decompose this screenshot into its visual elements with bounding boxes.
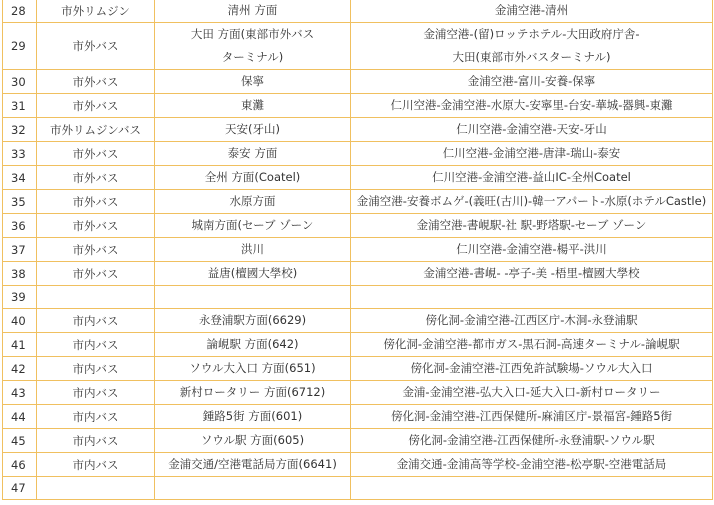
direction-line: 洪川	[241, 242, 264, 256]
row-number: 40	[3, 309, 37, 333]
bus-type: 市外バス	[37, 190, 155, 214]
direction-line: 城南方面(セーブ ゾーン	[191, 218, 314, 232]
route-line: 金浦空港-安養ボムゲ-(義旺(古川)-韓一アパート-水原(ホテルCastle)	[356, 194, 707, 208]
table-row	[3, 142, 713, 166]
bus-type: 市外リムジンバス	[37, 118, 155, 142]
direction-line: 清州 方面	[227, 3, 278, 17]
direction-line: 鍾路5街 方面(601)	[202, 409, 303, 423]
row-number: 35	[3, 190, 37, 214]
row-number: 29	[3, 23, 37, 70]
route	[351, 477, 713, 500]
direction-line: 水原方面	[229, 194, 276, 208]
direction-line: 大田 方面(東部市外バス	[190, 27, 315, 41]
bus-type: 市外バス	[37, 70, 155, 94]
route-line: 仁川空港-金浦空港-水原大-安寧里-台安-華城-器興-東灘	[390, 98, 673, 112]
row-number: 41	[3, 333, 37, 357]
route-line: 金浦空港-(留)ロッテホテル-大田政府庁舎-	[423, 27, 640, 41]
direction-line: 天安(牙山)	[225, 122, 280, 136]
route	[351, 309, 713, 333]
route-line: 金浦空港-富川-安養-保寧	[467, 74, 596, 88]
route-line: 金浦空港-清州	[494, 3, 569, 17]
bus-type: 市外バス	[37, 166, 155, 190]
route	[351, 333, 713, 357]
direction-line: ターミナル)	[221, 50, 284, 64]
table-row	[3, 70, 713, 94]
direction	[155, 381, 351, 405]
row-number: 46	[3, 453, 37, 477]
route-line: 傍化洞-金浦空港-江西免許試験場-ソウル大入口	[410, 361, 653, 375]
row-number: 44	[3, 405, 37, 429]
row-number: 36	[3, 214, 37, 238]
route-line: 傍化洞-金浦空港-江西区庁-木洞-永登浦駅	[425, 313, 638, 327]
table-row	[3, 477, 713, 500]
bus-type: 市外リムジン	[37, 0, 155, 23]
row-number: 37	[3, 238, 37, 262]
direction	[155, 262, 351, 286]
route-line: 仁川空港-金浦空港-楊平-洪川	[456, 242, 607, 256]
direction	[155, 118, 351, 142]
direction-line: 東灘	[241, 98, 264, 112]
direction	[155, 405, 351, 429]
route	[351, 429, 713, 453]
direction	[155, 333, 351, 357]
table-row	[3, 381, 713, 405]
row-number: 47	[3, 477, 37, 500]
direction-line: 泰安 方面	[227, 146, 278, 160]
bus-type: 市外バス	[37, 23, 155, 70]
table-row	[3, 357, 713, 381]
route	[351, 381, 713, 405]
route-line: 大田(東部市外バスターミナル)	[452, 50, 611, 64]
table-row	[3, 190, 713, 214]
bus-route-table-body	[3, 0, 713, 500]
table-row	[3, 214, 713, 238]
route	[351, 214, 713, 238]
direction	[155, 190, 351, 214]
route-line: 金浦空港-書峴- -亭子-美 -梧里-檀國大學校	[423, 266, 640, 280]
route	[351, 118, 713, 142]
direction-line: 保寧	[241, 74, 264, 88]
direction	[155, 309, 351, 333]
row-number: 31	[3, 94, 37, 118]
row-number: 32	[3, 118, 37, 142]
direction	[155, 70, 351, 94]
bus-type: 市外バス	[37, 238, 155, 262]
table-row	[3, 286, 713, 309]
route	[351, 453, 713, 477]
bus-type: 市内バス	[37, 333, 155, 357]
route	[351, 166, 713, 190]
direction	[155, 286, 351, 309]
direction	[155, 429, 351, 453]
direction-line: ソウル駅 方面(605)	[200, 433, 305, 447]
bus-type: 市内バス	[37, 381, 155, 405]
bus-type: 市外バス	[37, 94, 155, 118]
route-line: 仁川空港-金浦空港-唐津-瑞山-泰安	[442, 146, 621, 160]
route-line: 傍化洞-金浦空港-都市ガス-黒石洞-高速ターミナル-論峴駅	[383, 337, 680, 351]
route	[351, 70, 713, 94]
route-line: 金浦交通-金浦高等学校-金浦空港-松亭駅-空港電話局	[396, 457, 667, 471]
route	[351, 262, 713, 286]
row-number: 43	[3, 381, 37, 405]
table-row	[3, 309, 713, 333]
table-row	[3, 94, 713, 118]
direction	[155, 166, 351, 190]
direction	[155, 142, 351, 166]
row-number: 42	[3, 357, 37, 381]
direction-line: 益唐(檀國大學校)	[207, 266, 298, 280]
bus-type: 市内バス	[37, 405, 155, 429]
route-line: 仁川空港-金浦空港-天安-牙山	[456, 122, 607, 136]
direction-line: 新村ロータリー 方面(6712)	[179, 385, 326, 399]
table-row	[3, 429, 713, 453]
row-number: 39	[3, 286, 37, 309]
route	[351, 357, 713, 381]
bus-type: 市外バス	[37, 214, 155, 238]
direction	[155, 0, 351, 23]
route-line: 傍化洞-金浦空港-江西保健所-麻浦区庁-景福宮-鍾路5街	[390, 409, 673, 423]
table-row	[3, 0, 713, 23]
row-number: 34	[3, 166, 37, 190]
route	[351, 238, 713, 262]
direction-line: 全州 方面(Coatel)	[204, 170, 301, 184]
row-number: 30	[3, 70, 37, 94]
row-number: 28	[3, 0, 37, 23]
route	[351, 286, 713, 309]
bus-type	[37, 477, 155, 500]
direction	[155, 477, 351, 500]
route	[351, 94, 713, 118]
table-row	[3, 333, 713, 357]
row-number: 38	[3, 262, 37, 286]
bus-type: 市内バス	[37, 357, 155, 381]
direction	[155, 23, 351, 70]
table-row	[3, 453, 713, 477]
direction-line: ソウル大入口 方面(651)	[189, 361, 316, 375]
route	[351, 190, 713, 214]
direction-line: 論峴駅 方面(642)	[206, 337, 299, 351]
table-row	[3, 23, 713, 70]
bus-type: 市内バス	[37, 453, 155, 477]
route	[351, 23, 713, 70]
row-number: 45	[3, 429, 37, 453]
table-row	[3, 405, 713, 429]
route	[351, 142, 713, 166]
direction	[155, 214, 351, 238]
table-row	[3, 238, 713, 262]
route	[351, 0, 713, 23]
bus-route-table	[2, 0, 713, 500]
table-row	[3, 262, 713, 286]
direction-line: 金浦交通/空港電話局方面(6641)	[168, 457, 337, 471]
direction	[155, 94, 351, 118]
direction	[155, 357, 351, 381]
row-number: 33	[3, 142, 37, 166]
route-line: 金浦空港-書峴駅-社 駅-野塔駅-セーブ ゾーン	[416, 218, 647, 232]
bus-type: 市外バス	[37, 262, 155, 286]
route-line: 仁川空港-金浦空港-益山IC-全州Coatel	[432, 170, 631, 184]
table-row	[3, 118, 713, 142]
route-line: 金浦-金浦空港-弘大入口-延大入口-新村ロータリー	[402, 385, 661, 399]
route-line: 傍化洞-金浦空港-江西保健所-永登浦駅-ソウル駅	[408, 433, 655, 447]
bus-type	[37, 286, 155, 309]
direction-line: 永登浦駅方面(6629)	[198, 313, 307, 327]
bus-type: 市外バス	[37, 142, 155, 166]
table-row	[3, 166, 713, 190]
direction	[155, 453, 351, 477]
route	[351, 405, 713, 429]
bus-type: 市内バス	[37, 309, 155, 333]
bus-type: 市内バス	[37, 429, 155, 453]
direction	[155, 238, 351, 262]
